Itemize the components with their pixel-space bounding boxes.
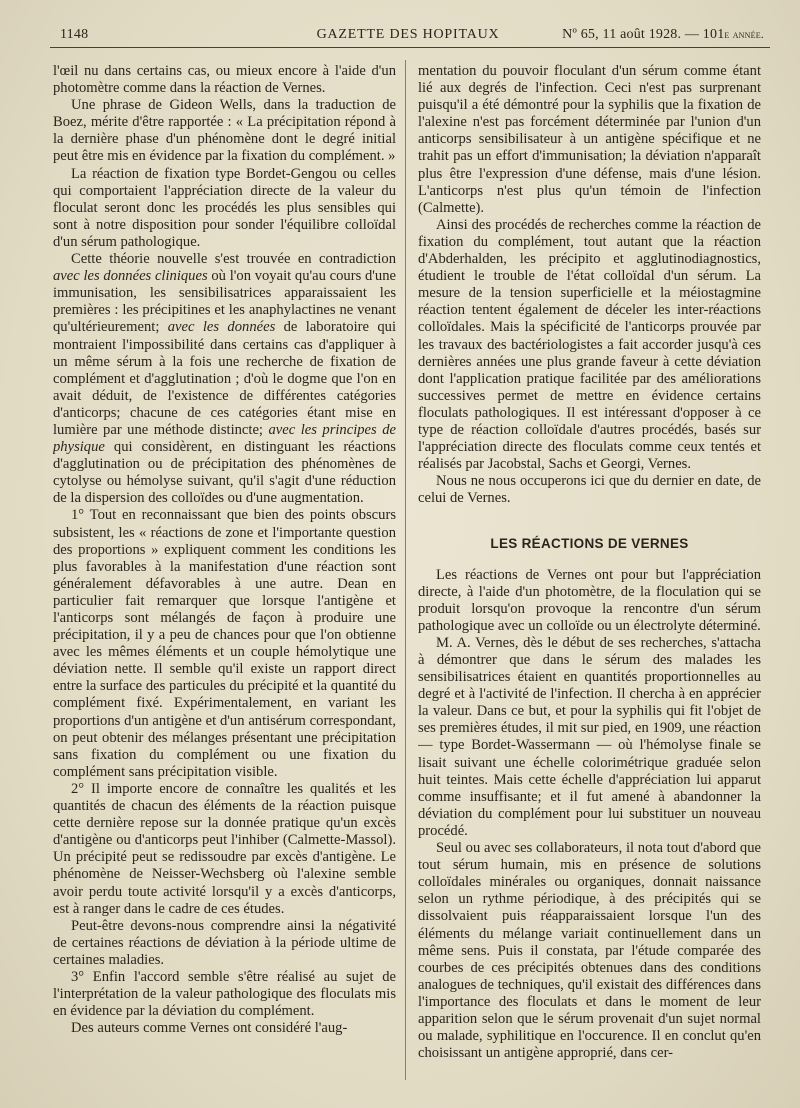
text-run: de laboratoire qui montraient l'impossibilité dans certains cas d'appliquer à un même sérum à la fois une recherche de fixation de complément et d'agglutination ; d'où le dogme que l'on en avait déduit, de l'existence de différentes catégories d'anticorps; chacune de ces catégories étant mise en lumière par une méthode distincte; xyxy=(53,319,396,438)
text-run: Cette théorie nouvelle s'est trouvée en contradiction xyxy=(71,251,396,268)
page-header xyxy=(52,24,764,46)
paragraph: Une phrase de Gideon Wells, dans la traduction de Boez, mérite d'être rapportée : « La précipitation répond à la dernière phase d'un phénomène dont le degré initial peut être mis en évidence par la fixation du complément. » xyxy=(53,97,396,165)
paragraph: mentation du pouvoir floculant d'un sérum comme étant lié aux degrés de l'infection. Ceci n'est pas surprenant puisqu'il a été démontré pour la syphilis que la fixation de l'alexine n'est pas forcément déterminée par l'union d'un anticorps sensibilisateur à un antigène spécifique et ne trahit pas un effort d'immunisation; la déviation n'apparaît plus être l'expression d'une défense, mais d'une lésion. L'anticorps n'est plus qu'un témoin de l'infection (Calmette). xyxy=(418,63,761,216)
paragraph: Peut-être devons-nous comprendre ainsi la négativité de certaines réactions de déviation à la période ultime de certaines maladies. xyxy=(53,917,396,968)
header-rule xyxy=(50,47,770,48)
paragraph: Des auteurs comme Vernes ont considéré l'aug- xyxy=(71,1020,348,1037)
issue-info xyxy=(562,27,764,43)
paragraph: 2° Il importe encore de connaître les qualités et les quantités de chacun des éléments de la réaction puisque cette dernière repose sur la donnée pratique qu'un excès d'antigène ou d'anticorps peut l'inhiber (Calmette-Massol). Un précipité peut se redissoudre par excès d'antigène. Le phénomène de Neisser-Wechsberg où l'alexine semble avoir perdu toute activité lorsqu'il y a excès d'anticorps, est à ranger dans le cadre de ces études. xyxy=(53,780,396,917)
issue-year: e année. xyxy=(724,27,764,41)
paragraph: Seul ou avec ses collaborateurs, il nota tout d'abord que tout sérum humain, mis en présence de solutions colloïdales minérales ou organiques, donnait naissance selon un rythme périodique, à des précipités qui se dissolvaient puis réapparaissaient lorsque l'un des éléments du mélange variait continuellement dans un même sens. Puis il constata, par l'étude comparée des courbes de ces précipités obtenues dans des conditions analogues de techniques, qu'il existait des différences dans l'importance des floculats et dans le moment de leur apparition selon que le sérum provenait d'un sujet normal ou malade, syphilitique en l'occurence. Il en conclut qu'en choisissant un antigène approprié, dans cer- xyxy=(418,840,761,1062)
paragraph-theory xyxy=(53,251,396,507)
paragraph: l'œil nu dans certains cas, ou mieux encore à l'aide d'un photomètre comme dans la réaction de Vernes. xyxy=(53,63,396,97)
paragraph: 3° Enfin l'accord semble s'être réalisé au sujet de l'interprétation de la valeur pathologique des floculats mis en évidence par la déviation du complément. xyxy=(53,968,396,1020)
paragraph: M. A. Vernes, dès le début de ses recherches, s'attacha à démontrer que dans le sérum des malades les sensibilisatrices étaient en quantités proportionnelles au degré et à l'activité de l'infection. Il chercha à en apprécier la valeur. Dans ce but, et pour la syphilis qui fit l'objet de ses premières études, il mit sur pied, en 1909, une réaction — type Bordet-Wassermann — où l'hémolyse finale se lisait suivant une échelle colorimétrique graduée selon huit teintes. Mais cette échelle d'appréciation lui apparut comme insuffisante; et il fut amené à abandonner la déviation du complément pour lui substituer un nouveau procédé. xyxy=(418,634,761,839)
paragraph: Ainsi des procédés de recherches comme la réaction de fixation du complément, tout autant que la réaction d'Abderhalden, les précipito et agglutinodiagnostics, étudient le trouble de l'état colloïdal d'un sérum. La mesure de la tension superficielle et la méiostagmine réaction tentent également de déceler les inter-réactions colloïdales. Mais la spécificité de l'anticorps prouvée par les travaux des bactériologistes a fait accorder jusqu'à ces dernières années une plus grande faveur à cette déviation dont l'application pratique facilitée par des améliorations successives permet de mettre en évidence certains floculats pathologiques. Il est intéressant d'opposer à ce type de réaction colloïdale d'autres procédés, basés sur l'appréciation directe des floculats comme ceux tentés et réalisés par Jacobstal, Sachs et Georgi, Vernes. xyxy=(418,216,761,473)
page-number: 1148 xyxy=(60,27,89,42)
section-heading: LES RÉACTIONS DE VERNES xyxy=(490,536,689,552)
journal-title: GAZETTE DES HOPITAUX xyxy=(316,27,500,42)
italic-run: avec les principes de physique xyxy=(53,421,396,456)
paragraph: 1° Tout en reconnaissant que bien des points obscurs subsistent, les « réactions de zone et l'importante question des proportions » expliquent comment les conditions les plus favorables à la manifestation d'une réaction sont généralement défavorables à une autre. Dean en particulier fait remarquer que lorsque l'antigène et l'anticorps sont mélangés de façon à produire une précipitation, il y a peu de chances pour que l'on obtienne avec les mêmes éléments et un couple hémolytique une déviation nette. Il semble qu'il existe un rapport direct entre la surface des particules du précipité et la quantité du complément fixé. Expérimentalement, en variant les proportions d'un antigène et d'un antisérum correspondant, on peut obtenir des mélanges présentant une précipitation sans fixation du complément ou une fixation du complément sans précipitation visible. xyxy=(53,507,396,780)
column-separator xyxy=(405,60,406,1080)
issue-date: Nº 65, 11 août 1928. — 101 xyxy=(562,27,725,42)
text-run: qui considèrent, en distinguant les réactions d'agglutination ou de précipitation des phénomènes de cytolyse ou hémolyse suivant, qu'il s'agit d'une réduction de la dispersion des colloïdes ou d'une augmentation. xyxy=(53,439,396,507)
italic-run: avec les données cliniques xyxy=(53,268,208,285)
left-column xyxy=(53,63,396,1093)
paragraph: Les réactions de Vernes ont pour but l'appréciation directe, à l'aide d'un photomètre, de la floculation qui se produit lorsqu'on provoque la rencontre d'un sérum pathologique avec un colloïde ou un électrolyte déterminé. xyxy=(418,566,761,634)
text-run: où l'on voyait qu'au cours d'une immunisation, les sensibilisatrices apparaissaient les premières : les précipitines et les anaphylactines ne venant qu'ultérieurement; xyxy=(53,268,396,336)
italic-run: avec les données xyxy=(167,319,276,336)
paragraph: Nous ne nous occuperons ici que du dernier en date, de celui de Vernes. xyxy=(418,473,761,507)
paragraph: La réaction de fixation type Bordet-Gengou ou celles qui comportaient l'appréciation directe de la valeur du floculat seront donc les procédés les plus sensibles qui sont à notre disposition pour sonder l'équilibre colloïdal d'un sérum pathologique. xyxy=(53,165,396,250)
right-column xyxy=(418,63,761,1093)
